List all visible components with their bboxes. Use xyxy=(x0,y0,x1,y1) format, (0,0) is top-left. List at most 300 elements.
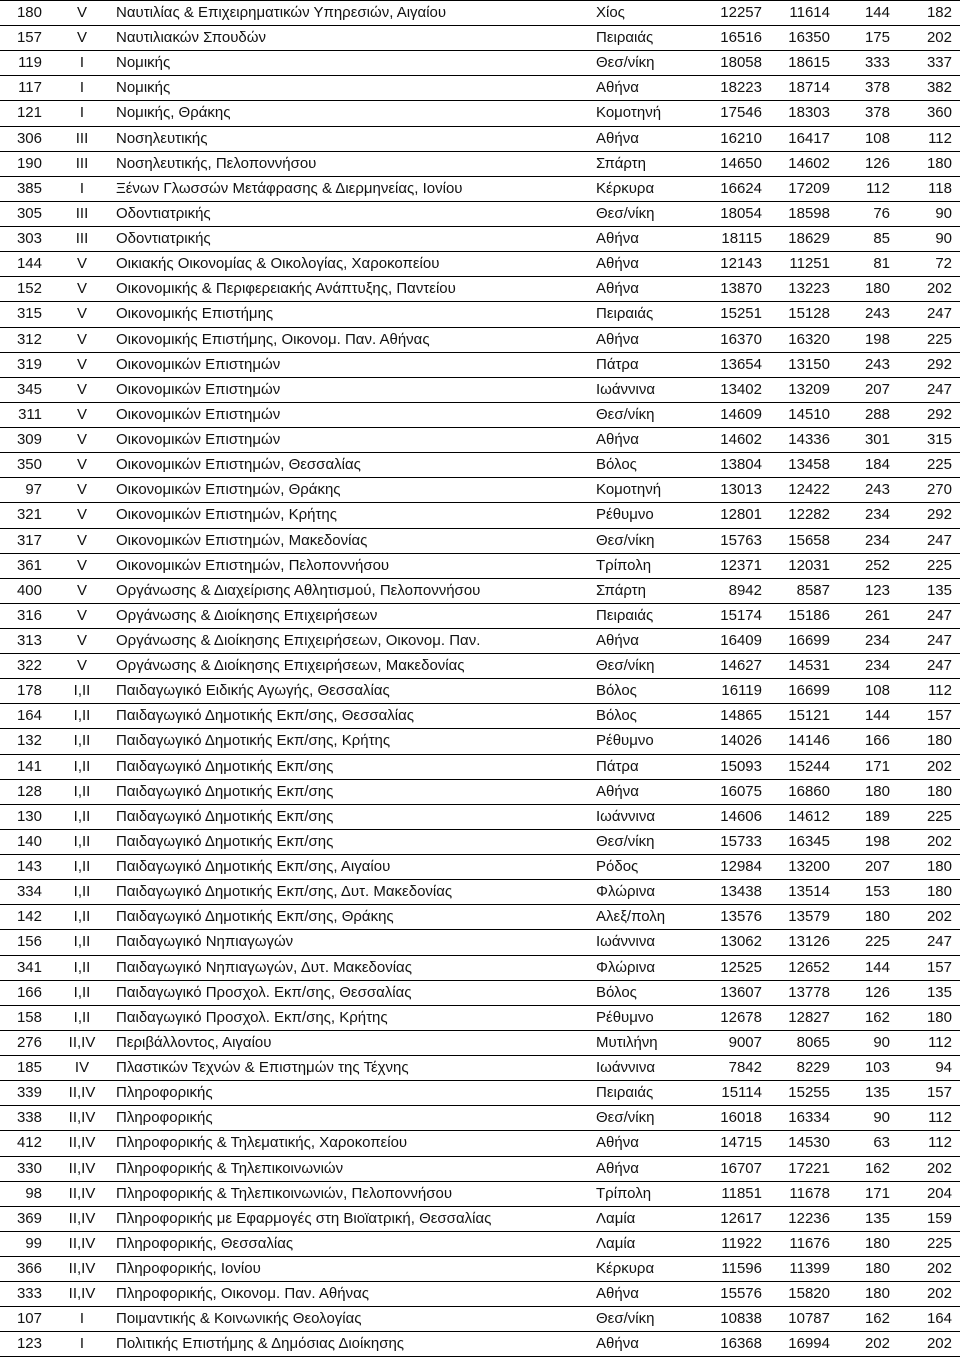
department-name: Παιδαγωγικό Δημοτικής Εκπ/σης, Θράκης xyxy=(116,908,394,926)
city: Πειραιάς xyxy=(596,29,654,47)
department-code: 333 xyxy=(16,1285,42,1303)
score-2: 11676 xyxy=(789,1234,830,1252)
places-1: 243 xyxy=(864,305,890,323)
department-code: 400 xyxy=(16,581,42,599)
score-2: 13579 xyxy=(788,908,830,926)
field-group: I xyxy=(79,79,85,97)
places-1: 202 xyxy=(864,1335,890,1353)
score-1: 16075 xyxy=(720,782,762,800)
table-row xyxy=(0,502,960,527)
field-group: I,II xyxy=(73,807,91,825)
places-2: 112 xyxy=(928,1134,952,1152)
table-row xyxy=(0,1281,960,1306)
field-group: V xyxy=(76,280,87,298)
places-2: 360 xyxy=(926,104,952,122)
table-row xyxy=(0,1055,960,1080)
city: Θεσ/νίκη xyxy=(596,1310,655,1328)
places-1: 301 xyxy=(864,431,890,449)
field-group: I,II xyxy=(73,933,91,951)
places-2: 202 xyxy=(926,832,952,850)
score-2: 15255 xyxy=(788,1084,830,1102)
score-1: 14715 xyxy=(720,1134,762,1152)
score-2: 13514 xyxy=(788,883,830,901)
department-code: 361 xyxy=(16,556,42,574)
department-code: 345 xyxy=(16,380,42,398)
field-group: I,II xyxy=(73,757,91,775)
table-row xyxy=(0,25,960,50)
score-2: 16699 xyxy=(788,682,830,700)
places-1: 180 xyxy=(864,908,890,926)
table-row xyxy=(0,1130,960,1155)
department-name: Οικονομικών Επιστημών, Θεσσαλίας xyxy=(116,456,361,474)
places-1: 180 xyxy=(864,1260,890,1277)
score-2: 12236 xyxy=(788,1209,830,1227)
department-name: Οικονομικών Επιστημών xyxy=(116,405,281,423)
department-name: Παιδαγωγικό Δημοτικής Εκπ/σης xyxy=(116,807,334,825)
score-1: 14650 xyxy=(720,154,762,172)
score-2: 18303 xyxy=(788,104,830,122)
score-1: 16370 xyxy=(720,330,762,348)
score-1: 13402 xyxy=(720,380,762,398)
places-2: 292 xyxy=(926,506,952,524)
score-2: 8587 xyxy=(796,581,830,599)
score-2: 14612 xyxy=(788,807,830,825)
score-1: 13438 xyxy=(720,883,762,901)
places-2: 112 xyxy=(928,682,952,700)
table-row xyxy=(0,904,960,929)
department-code: 157 xyxy=(16,29,42,47)
department-name: Οδοντιατρικής xyxy=(116,204,211,222)
department-name: Παιδαγωγικό Ειδικής Αγωγής, Θεσσαλίας xyxy=(116,682,390,700)
score-2: 15820 xyxy=(788,1285,830,1303)
places-1: 180 xyxy=(864,280,890,298)
score-2: 12282 xyxy=(788,506,830,524)
department-code: 97 xyxy=(25,481,42,499)
places-2: 112 xyxy=(928,1033,952,1051)
score-1: 18054 xyxy=(720,204,762,222)
table-row xyxy=(0,477,960,502)
table-row xyxy=(0,804,960,829)
table-row xyxy=(0,1206,960,1231)
field-group: V xyxy=(76,255,87,273)
places-1: 234 xyxy=(864,632,890,649)
department-code: 123 xyxy=(16,1335,42,1353)
score-1: 15763 xyxy=(720,531,762,549)
score-2: 12031 xyxy=(788,556,830,574)
department-name: Οικονομικής & Περιφερειακής Ανάπτυξης, Παντείου xyxy=(116,280,456,298)
places-1: 144 xyxy=(864,958,890,976)
score-2: 12652 xyxy=(788,958,830,976)
places-2: 180 xyxy=(926,883,952,901)
places-1: 252 xyxy=(864,556,890,574)
department-name: Οργάνωσης & Διοίκησης Επιχειρήσεων, Οικονομ. Παν. xyxy=(116,632,481,649)
city: Θεσ/νίκη xyxy=(596,204,655,222)
score-1: 14606 xyxy=(720,807,762,825)
places-2: 247 xyxy=(926,657,952,675)
score-1: 16409 xyxy=(720,632,762,649)
department-code: 144 xyxy=(16,255,42,273)
table-row xyxy=(0,151,960,176)
department-name: Οικονομικών Επιστημών, Πελοποννήσου xyxy=(116,556,390,574)
places-1: 162 xyxy=(864,1310,890,1328)
score-2: 16345 xyxy=(788,832,830,850)
department-name: Πληροφορικής & Τηλεπικοινωνιών xyxy=(116,1159,344,1177)
department-name: Πληροφορικής xyxy=(116,1084,213,1102)
city: Κομοτηνή xyxy=(596,481,662,499)
city: Χίος xyxy=(596,4,625,21)
score-1: 13870 xyxy=(720,280,762,298)
places-1: 108 xyxy=(864,129,890,147)
city: Αθήνα xyxy=(596,230,639,248)
city: Σπάρτη xyxy=(596,154,646,172)
places-1: 126 xyxy=(864,154,890,172)
city: Αλεξ/πολη xyxy=(596,908,666,926)
city: Αθήνα xyxy=(596,1159,639,1177)
department-name: Πληροφορικής & Τηλεπικοινωνιών, Πελοποννήσου xyxy=(116,1184,453,1202)
department-code: 141 xyxy=(16,757,42,775)
places-2: 202 xyxy=(926,280,952,298)
city: Πειραιάς xyxy=(596,606,654,624)
field-group: I,II xyxy=(73,732,91,750)
department-code: 316 xyxy=(16,606,42,624)
city: Αθήνα xyxy=(596,280,639,298)
city: Αθήνα xyxy=(596,782,639,800)
department-name: Οικονομικών Επιστημών xyxy=(116,380,281,398)
score-1: 7842 xyxy=(728,1059,762,1077)
score-2: 18598 xyxy=(788,204,830,222)
score-2: 16320 xyxy=(788,330,830,348)
places-1: 126 xyxy=(864,983,890,1001)
department-name: Περιβάλλοντος, Αιγαίου xyxy=(116,1033,272,1051)
score-1: 15174 xyxy=(720,606,762,624)
city: Αθήνα xyxy=(596,330,639,348)
department-code: 152 xyxy=(16,280,42,298)
table-row xyxy=(0,578,960,603)
score-1: 15251 xyxy=(720,305,762,323)
field-group: III xyxy=(75,154,89,172)
city: Πειραιάς xyxy=(596,1084,654,1102)
city: Αθήνα xyxy=(596,79,639,97)
department-code: 385 xyxy=(16,179,42,197)
department-code: 142 xyxy=(16,908,42,926)
city: Λαμία xyxy=(596,1209,636,1227)
department-code: 321 xyxy=(16,506,42,524)
field-group: I xyxy=(79,54,85,72)
score-1: 16516 xyxy=(720,29,762,47)
department-name: Νοσηλευτικής, Πελοποννήσου xyxy=(116,154,317,172)
table-row xyxy=(0,402,960,427)
places-2: 247 xyxy=(926,933,952,951)
field-group: IV xyxy=(74,1059,90,1077)
department-code: 369 xyxy=(16,1209,42,1227)
field-group: II,IV xyxy=(68,1134,96,1152)
places-1: 378 xyxy=(864,79,890,97)
department-name: Πληροφορικής, Θεσσαλίας xyxy=(116,1234,294,1252)
city: Θεσ/νίκη xyxy=(596,832,655,850)
table-row xyxy=(0,678,960,703)
department-code: 341 xyxy=(16,958,42,976)
department-name: Ξένων Γλωσσών Μετάφρασης & Διερμηνείας, Ιονίου xyxy=(116,179,463,197)
table-row xyxy=(0,1080,960,1105)
city: Ιωάννινα xyxy=(596,807,656,825)
field-group: III xyxy=(75,230,89,248)
places-2: 247 xyxy=(926,632,952,649)
city: Θεσ/νίκη xyxy=(596,531,655,549)
score-1: 13013 xyxy=(720,481,762,499)
table-row xyxy=(0,955,960,980)
places-2: 247 xyxy=(926,305,952,323)
score-2: 14336 xyxy=(788,431,830,449)
places-1: 225 xyxy=(864,933,890,951)
city: Αθήνα xyxy=(596,632,639,649)
places-2: 202 xyxy=(926,1260,952,1277)
field-group: I,II xyxy=(73,983,91,1001)
city: Ιωάννινα xyxy=(596,1059,656,1077)
score-2: 18714 xyxy=(788,79,830,97)
places-1: 90 xyxy=(873,1109,890,1127)
places-2: 202 xyxy=(926,1159,952,1177)
score-1: 14602 xyxy=(720,431,762,449)
department-name: Νομικής xyxy=(116,79,171,97)
score-1: 14627 xyxy=(720,657,762,675)
score-2: 13150 xyxy=(788,355,830,373)
score-2: 14510 xyxy=(788,405,830,423)
places-1: 234 xyxy=(864,506,890,524)
score-2: 16417 xyxy=(788,129,830,147)
places-2: 202 xyxy=(926,757,952,775)
table-row xyxy=(0,301,960,326)
score-2: 16860 xyxy=(788,782,830,800)
places-1: 198 xyxy=(864,832,890,850)
department-code: 128 xyxy=(16,782,42,800)
places-2: 292 xyxy=(926,355,952,373)
city: Αθήνα xyxy=(596,431,639,449)
department-name: Παιδαγωγικό Νηπιαγωγών, Δυτ. Μακεδονίας xyxy=(116,958,412,976)
places-2: 202 xyxy=(926,1285,952,1303)
department-code: 143 xyxy=(16,858,42,876)
city: Κέρκυρα xyxy=(596,179,655,197)
places-1: 261 xyxy=(864,606,890,624)
places-1: 108 xyxy=(864,682,890,700)
places-2: 135 xyxy=(926,983,952,1001)
field-group: I,II xyxy=(73,707,91,725)
city: Αθήνα xyxy=(596,129,639,147)
city: Πάτρα xyxy=(596,757,639,775)
field-group: V xyxy=(76,4,87,21)
field-group: V xyxy=(76,405,87,423)
city: Βόλος xyxy=(596,707,637,725)
places-2: 180 xyxy=(926,154,952,172)
score-1: 13607 xyxy=(720,983,762,1001)
places-2: 157 xyxy=(926,707,952,725)
department-code: 276 xyxy=(16,1033,42,1051)
department-name: Οικονομικών Επιστημών, Θράκης xyxy=(116,481,341,499)
places-2: 315 xyxy=(926,431,952,449)
score-2: 13223 xyxy=(788,280,830,298)
score-2: 17221 xyxy=(788,1159,830,1177)
department-code: 164 xyxy=(16,707,42,725)
places-1: 243 xyxy=(864,355,890,373)
score-1: 15733 xyxy=(720,832,762,850)
score-1: 17546 xyxy=(720,104,762,122)
department-name: Νομικής xyxy=(116,54,171,72)
places-2: 225 xyxy=(926,807,952,825)
city: Φλώρινα xyxy=(596,958,655,976)
table-row xyxy=(0,1231,960,1256)
score-2: 8065 xyxy=(796,1033,830,1051)
score-1: 16119 xyxy=(721,682,762,700)
places-1: 162 xyxy=(864,1159,890,1177)
places-1: 171 xyxy=(864,757,890,775)
field-group: I xyxy=(79,104,85,122)
department-name: Παιδαγωγικό Δημοτικής Εκπ/σης, Θεσσαλίας xyxy=(116,707,414,725)
score-1: 11922 xyxy=(721,1234,762,1252)
department-code: 178 xyxy=(16,682,42,700)
places-2: 118 xyxy=(928,179,952,197)
table-row xyxy=(0,377,960,402)
score-2: 14602 xyxy=(788,154,830,172)
places-1: 135 xyxy=(864,1084,890,1102)
table-row xyxy=(0,653,960,678)
table-row xyxy=(0,1181,960,1206)
places-1: 378 xyxy=(864,104,890,122)
places-1: 180 xyxy=(864,1285,890,1303)
score-1: 13654 xyxy=(720,355,762,373)
score-2: 16699 xyxy=(788,632,830,649)
city: Θεσ/νίκη xyxy=(596,657,655,675)
score-2: 15186 xyxy=(788,606,830,624)
department-name: Παιδαγωγικό Προσχολ. Εκπ/σης, Θεσσαλίας xyxy=(116,983,412,1001)
places-1: 180 xyxy=(864,782,890,800)
city: Πάτρα xyxy=(596,355,639,373)
department-code: 190 xyxy=(16,154,42,172)
places-2: 204 xyxy=(926,1184,952,1202)
field-group: V xyxy=(76,632,87,649)
score-2: 11399 xyxy=(789,1260,830,1277)
department-name: Οικιακής Οικονομίας & Οικολογίας, Χαροκοπείου xyxy=(116,255,440,273)
places-1: 153 xyxy=(864,883,890,901)
score-1: 14609 xyxy=(720,405,762,423)
score-1: 16368 xyxy=(720,1335,762,1353)
score-2: 13458 xyxy=(788,456,830,474)
department-code: 98 xyxy=(25,1184,42,1202)
score-2: 12422 xyxy=(788,481,830,499)
table-row xyxy=(0,1306,960,1331)
department-name: Παιδαγωγικό Δημοτικής Εκπ/σης xyxy=(116,832,334,850)
score-2: 13126 xyxy=(788,933,830,951)
department-code: 132 xyxy=(16,732,42,750)
score-2: 10787 xyxy=(788,1310,830,1328)
table-row xyxy=(0,980,960,1005)
table-row xyxy=(0,1331,960,1357)
score-2: 13778 xyxy=(788,983,830,1001)
field-group: II,IV xyxy=(68,1234,96,1252)
field-group: V xyxy=(76,506,87,524)
score-2: 18615 xyxy=(788,54,830,72)
table-row xyxy=(0,452,960,477)
department-code: 166 xyxy=(16,983,42,1001)
field-group: V xyxy=(76,355,87,373)
score-2: 15244 xyxy=(788,757,830,775)
score-2: 14530 xyxy=(788,1134,830,1152)
table-row xyxy=(0,628,960,653)
score-2: 17209 xyxy=(788,179,830,197)
places-2: 112 xyxy=(928,1109,952,1127)
department-code: 180 xyxy=(16,4,42,21)
table-row xyxy=(0,1156,960,1181)
score-1: 12371 xyxy=(720,556,762,574)
table-row xyxy=(0,251,960,276)
department-code: 158 xyxy=(16,1008,42,1026)
table-row xyxy=(0,1105,960,1130)
department-name: Πληροφορικής & Τηλεματικής, Χαροκοπείου xyxy=(116,1134,408,1152)
places-2: 157 xyxy=(926,958,952,976)
places-2: 159 xyxy=(926,1209,952,1227)
places-1: 207 xyxy=(864,858,890,876)
field-group: II,IV xyxy=(68,1285,96,1303)
places-2: 72 xyxy=(935,255,952,273)
score-2: 15658 xyxy=(788,531,830,549)
department-code: 121 xyxy=(16,104,42,122)
department-name: Οικονομικής Επιστήμης, Οικονομ. Παν. Αθήνας xyxy=(116,330,430,348)
places-2: 180 xyxy=(926,732,952,750)
field-group: V xyxy=(76,581,87,599)
score-2: 16994 xyxy=(788,1335,830,1353)
score-2: 14531 xyxy=(788,657,830,675)
field-group: V xyxy=(76,29,87,47)
city: Ρέθυμνο xyxy=(596,506,654,524)
table-row xyxy=(0,879,960,904)
places-1: 144 xyxy=(864,707,890,725)
places-2: 90 xyxy=(935,230,952,248)
city: Θεσ/νίκη xyxy=(596,405,655,423)
score-1: 18058 xyxy=(720,54,762,72)
table-row xyxy=(0,100,960,125)
department-code: 319 xyxy=(16,355,42,373)
department-name: Οργάνωσης & Διαχείρισης Αθλητισμού, Πελοποννήσου xyxy=(116,581,481,599)
places-1: 63 xyxy=(873,1134,890,1152)
places-2: 164 xyxy=(926,1310,952,1328)
table-row xyxy=(0,754,960,779)
score-1: 13576 xyxy=(720,908,762,926)
department-code: 130 xyxy=(16,807,42,825)
score-2: 11678 xyxy=(789,1184,830,1202)
score-1: 12525 xyxy=(720,958,762,976)
department-name: Οικονομικών Επιστημών xyxy=(116,355,281,373)
city: Ρόδος xyxy=(596,858,639,876)
department-name: Νοσηλευτικής xyxy=(116,129,208,147)
table-row xyxy=(0,226,960,251)
department-code: 330 xyxy=(16,1159,42,1177)
table-row xyxy=(0,854,960,879)
score-2: 16334 xyxy=(788,1109,830,1127)
field-group: V xyxy=(76,456,87,474)
department-name: Παιδαγωγικό Δημοτικής Εκπ/σης xyxy=(116,782,334,800)
department-name: Νομικής, Θράκης xyxy=(116,104,231,122)
table-row xyxy=(0,703,960,728)
department-code: 339 xyxy=(16,1084,42,1102)
department-code: 312 xyxy=(16,330,42,348)
score-1: 15576 xyxy=(720,1285,762,1303)
score-2: 15128 xyxy=(788,305,830,323)
department-name: Οδοντιατρικής xyxy=(116,230,211,248)
table-row xyxy=(0,1030,960,1055)
city: Κέρκυρα xyxy=(596,1260,655,1277)
department-code: 185 xyxy=(16,1059,42,1077)
city: Θεσ/νίκη xyxy=(596,54,655,72)
places-2: 135 xyxy=(926,581,952,599)
places-1: 175 xyxy=(864,29,890,47)
